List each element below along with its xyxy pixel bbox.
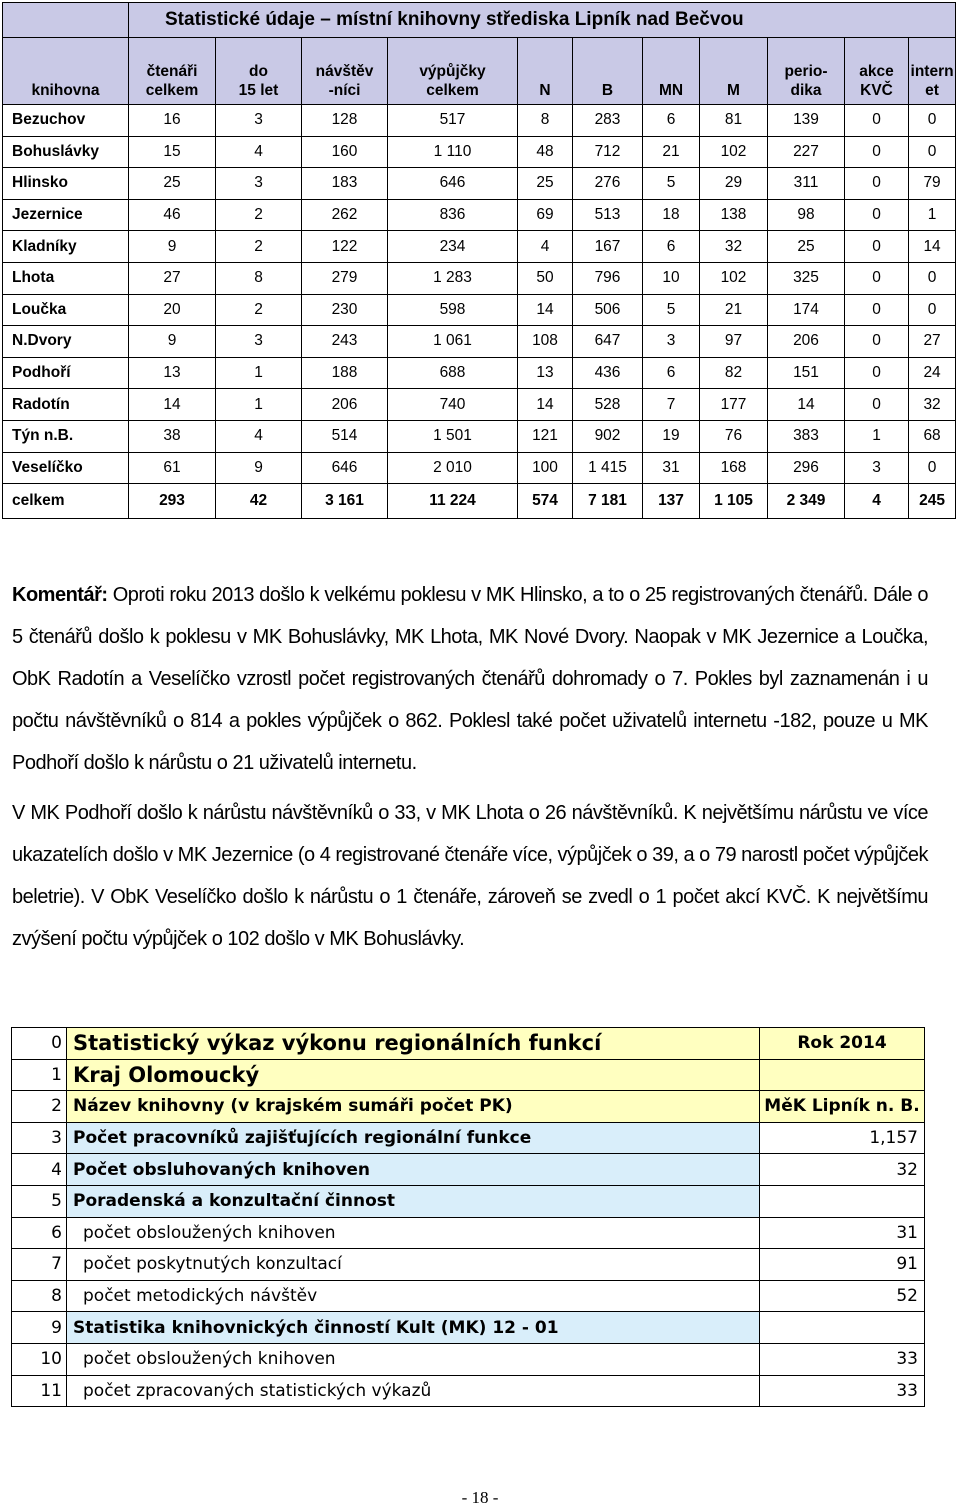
table-cell: 102 (700, 262, 768, 294)
library-name: N.Dvory (3, 326, 129, 358)
table-cell: 647 (573, 326, 643, 358)
row-number: 11 (12, 1375, 67, 1407)
table-cell: 0 (845, 389, 909, 421)
table-cell: 183 (302, 168, 388, 200)
table-row (3, 231, 956, 263)
table-row (3, 420, 956, 452)
table-cell: 1 415 (573, 452, 643, 484)
column-header-line: N (539, 82, 551, 99)
table-cell: 0 (909, 136, 956, 168)
table-total-row (3, 484, 956, 519)
row-label: počet poskytnutých konzultací (67, 1249, 760, 1281)
table-cell: 514 (302, 420, 388, 452)
table-cell: 513 (573, 199, 643, 231)
table-cell: 27 (129, 262, 216, 294)
table-cell: 0 (845, 136, 909, 168)
table-cell: 46 (129, 199, 216, 231)
table-cell: 230 (302, 294, 388, 326)
total-cell: 11 224 (388, 484, 518, 519)
table-row (12, 1091, 925, 1123)
column-header-line: intern (910, 63, 954, 80)
table-cell: 48 (518, 136, 573, 168)
table-row (3, 199, 956, 231)
library-name: Týn n.B. (3, 420, 129, 452)
table-row (12, 1343, 925, 1375)
table-cell: 206 (768, 326, 845, 358)
table-cell: 688 (388, 357, 518, 389)
table-row (3, 294, 956, 326)
table-cell: 3 (216, 326, 302, 358)
table-cell: 646 (302, 452, 388, 484)
row-number: 6 (12, 1217, 67, 1249)
table-cell: 0 (845, 231, 909, 263)
table-cell: 227 (768, 136, 845, 168)
column-header (388, 38, 518, 105)
table-cell: 2 (216, 294, 302, 326)
table-header-row (3, 38, 956, 105)
column-header-line: do (249, 63, 268, 80)
column-header (643, 38, 700, 105)
column-header-line: -níci (328, 82, 361, 99)
table-row (3, 357, 956, 389)
table-cell: 13 (129, 357, 216, 389)
table-cell: 506 (573, 294, 643, 326)
table-cell: 188 (302, 357, 388, 389)
table-cell: 5 (643, 294, 700, 326)
library-name: Veselíčko (3, 452, 129, 484)
table-cell: 0 (845, 326, 909, 358)
row-number: 10 (12, 1343, 67, 1375)
table-cell: 4 (518, 231, 573, 263)
table-row (12, 1154, 925, 1186)
row-value: 33 (760, 1375, 925, 1407)
table-cell: 1 (909, 199, 956, 231)
total-cell: 3 161 (302, 484, 388, 519)
row-label: Statistika knihovnických činností Kult (MK) 12 - 01 (67, 1312, 760, 1344)
column-header (216, 38, 302, 105)
table-cell: 14 (129, 389, 216, 421)
table-cell: 29 (700, 168, 768, 200)
table-cell: 177 (700, 389, 768, 421)
row-value: 1,157 (760, 1122, 925, 1154)
library-name: Radotín (3, 389, 129, 421)
row-label: Počet pracovníků zajišťujících regionální funkce (67, 1122, 760, 1154)
library-name: Bezuchov (3, 105, 129, 137)
column-header-line: celkem (426, 82, 479, 99)
row-value (760, 1059, 925, 1091)
table-cell: 82 (700, 357, 768, 389)
table-cell: 1 061 (388, 326, 518, 358)
column-header-line: výpůjčky (419, 63, 486, 80)
table-row (12, 1249, 925, 1281)
total-cell: 245 (909, 484, 956, 519)
table-cell: 20 (129, 294, 216, 326)
table-cell: 0 (845, 357, 909, 389)
table-cell: 2 (216, 199, 302, 231)
table-cell: 138 (700, 199, 768, 231)
table-row (3, 105, 956, 137)
library-name: Podhoří (3, 357, 129, 389)
table-cell: 81 (700, 105, 768, 137)
row-value: Rok 2014 (760, 1028, 925, 1060)
column-header-line: akce (859, 63, 894, 80)
table-cell: 102 (700, 136, 768, 168)
table-title: Statistické údaje – místní knihovny střediska Lipník nad Bečvou (129, 3, 956, 38)
row-label: Počet obsluhovaných knihoven (67, 1154, 760, 1186)
comment-label: Komentář: (12, 584, 108, 606)
table-cell: 3 (216, 105, 302, 137)
library-name: Lhota (3, 262, 129, 294)
column-header (845, 38, 909, 105)
row-value: 52 (760, 1280, 925, 1312)
table-cell: 61 (129, 452, 216, 484)
regional-functions-table (11, 1027, 925, 1407)
table-cell: 2 010 (388, 452, 518, 484)
table-cell: 9 (129, 231, 216, 263)
row-label: počet zpracovaných statistických výkazů (67, 1375, 760, 1407)
library-name: Bohuslávky (3, 136, 129, 168)
table-cell: 14 (518, 294, 573, 326)
comment-paragraph-1 (12, 574, 928, 784)
column-header (3, 38, 129, 105)
total-cell: 42 (216, 484, 302, 519)
table-cell: 13 (518, 357, 573, 389)
table-cell: 128 (302, 105, 388, 137)
table-cell: 108 (518, 326, 573, 358)
library-name: Hlinsko (3, 168, 129, 200)
column-header-line: 15 let (238, 82, 279, 99)
table-cell: 0 (845, 262, 909, 294)
comment-block (12, 574, 928, 960)
table-cell: 1 283 (388, 262, 518, 294)
table-cell: 16 (129, 105, 216, 137)
row-label: Název knihovny (v krajském sumáři počet PK) (67, 1091, 760, 1123)
column-header (909, 38, 956, 105)
row-label: Poradenská a konzultační činnost (67, 1185, 760, 1217)
table-row (12, 1028, 925, 1060)
table-cell: 902 (573, 420, 643, 452)
table-cell: 234 (388, 231, 518, 263)
row-label: počet obsloužených knihoven (67, 1343, 760, 1375)
table-cell: 0 (909, 262, 956, 294)
table-cell: 0 (845, 199, 909, 231)
table-cell: 1 110 (388, 136, 518, 168)
row-number: 0 (12, 1028, 67, 1060)
table-cell: 50 (518, 262, 573, 294)
table-cell: 98 (768, 199, 845, 231)
table-cell: 0 (845, 168, 909, 200)
table-cell: 517 (388, 105, 518, 137)
row-value (760, 1312, 925, 1344)
table-row (12, 1375, 925, 1407)
table-cell: 283 (573, 105, 643, 137)
column-header-line: knihovna (31, 82, 100, 99)
column-header-line: et (925, 82, 939, 99)
table-cell: 528 (573, 389, 643, 421)
table-cell: 122 (302, 231, 388, 263)
row-value: 32 (760, 1154, 925, 1186)
table-cell: 383 (768, 420, 845, 452)
table-cell: 0 (909, 105, 956, 137)
title-spacer (3, 3, 129, 38)
table-cell: 18 (643, 199, 700, 231)
table-cell: 7 (643, 389, 700, 421)
table-cell: 32 (909, 389, 956, 421)
row-label: Statistický výkaz výkonu regionálních funkcí (67, 1028, 760, 1060)
table-cell: 174 (768, 294, 845, 326)
row-number: 1 (12, 1059, 67, 1091)
column-header-line: perio- (784, 63, 828, 80)
table-row (12, 1122, 925, 1154)
table-cell: 0 (909, 294, 956, 326)
table-cell: 2 (216, 231, 302, 263)
table-cell: 1 (845, 420, 909, 452)
row-number: 5 (12, 1185, 67, 1217)
table-cell: 160 (302, 136, 388, 168)
table-cell: 796 (573, 262, 643, 294)
table-row (3, 389, 956, 421)
table-cell: 167 (573, 231, 643, 263)
table-cell: 9 (216, 452, 302, 484)
column-header (700, 38, 768, 105)
table-cell: 168 (700, 452, 768, 484)
table-cell: 38 (129, 420, 216, 452)
column-header-line: KVČ (860, 82, 893, 99)
library-name: Loučka (3, 294, 129, 326)
table-cell: 4 (216, 136, 302, 168)
table-cell: 4 (216, 420, 302, 452)
total-label: celkem (3, 484, 129, 519)
row-value: MěK Lipník n. B. (760, 1091, 925, 1123)
table-cell: 0 (909, 452, 956, 484)
table-cell: 21 (700, 294, 768, 326)
total-cell: 293 (129, 484, 216, 519)
table-row (12, 1312, 925, 1344)
table-cell: 740 (388, 389, 518, 421)
table-cell: 836 (388, 199, 518, 231)
table-row (3, 168, 956, 200)
row-value: 33 (760, 1343, 925, 1375)
column-header-line: dika (790, 82, 822, 99)
row-number: 3 (12, 1122, 67, 1154)
table-cell: 598 (388, 294, 518, 326)
row-label: počet obsloužených knihoven (67, 1217, 760, 1249)
comment-text-1: Oproti roku 2013 došlo k velkému poklesu v MK Hlinsko, a to o 25 registrovaných čtenářů. Dále o 5 čtenářů došlo k poklesu v MK Bohuslávky, MK Lhota, MK Nové Dvory. Naopak v MK Jezernice a Loučka, ObK Radotín a Veselíčko vzrostl počet registrovaných čtenářů dohromady o 7. Pokles byl zaznamenán i u počtu návštěvníků o 814 a pokles výpůjček o 862. Poklesl také počet uživatelů internetu -182, pouze u MK Podhoří došlo k nárůstu o 21 uživatelů internetu. (12, 584, 928, 774)
row-number: 4 (12, 1154, 67, 1186)
table-cell: 19 (643, 420, 700, 452)
table-cell: 6 (643, 105, 700, 137)
table-row (12, 1185, 925, 1217)
table-cell: 27 (909, 326, 956, 358)
page-number: - 18 - (461, 1488, 499, 1507)
table-cell: 25 (129, 168, 216, 200)
row-number: 9 (12, 1312, 67, 1344)
library-stats-table (2, 2, 956, 519)
table-cell: 79 (909, 168, 956, 200)
table-cell: 139 (768, 105, 845, 137)
row-value: 91 (760, 1249, 925, 1281)
comment-paragraph-2: V MK Podhoří došlo k nárůstu návštěvníků o 33, v MK Lhota o 26 návštěvníků. K největšímu nárůstu ve více ukazatelích došlo v MK Jezernice (o 4 registrované čtenáře více, výpůjček o 39, a o 79 narostl počet výpůjček beletrie). V ObK Veselíčko došlo k nárůstu o 1 čtenáře, zároveň se zvedl o 1 počet akcí KVČ. K největšímu zvýšení počtu výpůjček o 102 došlo v MK Bohuslávky. (12, 802, 929, 950)
row-label: počet metodických návštěv (67, 1280, 760, 1312)
column-header-line: M (727, 82, 740, 99)
table-cell: 25 (768, 231, 845, 263)
library-name: Kladníky (3, 231, 129, 263)
table-cell: 0 (845, 294, 909, 326)
table-cell: 5 (643, 168, 700, 200)
library-name: Jezernice (3, 199, 129, 231)
total-cell: 574 (518, 484, 573, 519)
table-cell: 712 (573, 136, 643, 168)
column-header-line: MN (658, 82, 684, 99)
table-cell: 9 (129, 326, 216, 358)
column-header-line: B (601, 82, 614, 99)
column-header-line: návštěv (315, 63, 374, 80)
total-cell: 1 105 (700, 484, 768, 519)
column-header-line: čtenáři (146, 63, 198, 80)
table-cell: 14 (768, 389, 845, 421)
table-cell: 206 (302, 389, 388, 421)
table-cell: 646 (388, 168, 518, 200)
table-cell: 68 (909, 420, 956, 452)
table-cell: 10 (643, 262, 700, 294)
row-number: 7 (12, 1249, 67, 1281)
table-row (3, 262, 956, 294)
table-cell: 296 (768, 452, 845, 484)
table-row (12, 1059, 925, 1091)
column-header (573, 38, 643, 105)
table-cell: 262 (302, 199, 388, 231)
total-cell: 137 (643, 484, 700, 519)
table-cell: 15 (129, 136, 216, 168)
table-cell: 6 (643, 231, 700, 263)
column-header (302, 38, 388, 105)
table-cell: 1 501 (388, 420, 518, 452)
column-header (768, 38, 845, 105)
total-cell: 7 181 (573, 484, 643, 519)
table-cell: 3 (643, 326, 700, 358)
column-header (518, 38, 573, 105)
row-number: 2 (12, 1091, 67, 1123)
total-cell: 2 349 (768, 484, 845, 519)
table-cell: 76 (700, 420, 768, 452)
table-cell: 69 (518, 199, 573, 231)
table-cell: 243 (302, 326, 388, 358)
table-cell: 0 (845, 105, 909, 137)
table-cell: 14 (518, 389, 573, 421)
table-cell: 276 (573, 168, 643, 200)
row-label: Kraj Olomoucký (67, 1059, 760, 1091)
table-cell: 1 (216, 389, 302, 421)
table-cell: 100 (518, 452, 573, 484)
total-cell: 4 (845, 484, 909, 519)
table-row (12, 1280, 925, 1312)
table-row (12, 1217, 925, 1249)
table-cell: 325 (768, 262, 845, 294)
column-header-line: celkem (145, 82, 199, 99)
table-row (3, 326, 956, 358)
row-value (760, 1185, 925, 1217)
table-cell: 6 (643, 357, 700, 389)
table-cell: 21 (643, 136, 700, 168)
table-cell: 279 (302, 262, 388, 294)
row-value: 31 (760, 1217, 925, 1249)
table-cell: 14 (909, 231, 956, 263)
table-cell: 3 (216, 168, 302, 200)
table-cell: 8 (518, 105, 573, 137)
table-cell: 24 (909, 357, 956, 389)
table-row (3, 136, 956, 168)
table-cell: 8 (216, 262, 302, 294)
table-cell: 97 (700, 326, 768, 358)
table-cell: 121 (518, 420, 573, 452)
table-row (3, 452, 956, 484)
table-cell: 32 (700, 231, 768, 263)
table-cell: 25 (518, 168, 573, 200)
table-cell: 3 (845, 452, 909, 484)
column-header (129, 38, 216, 105)
table-cell: 436 (573, 357, 643, 389)
table-cell: 151 (768, 357, 845, 389)
row-number: 8 (12, 1280, 67, 1312)
table-cell: 31 (643, 452, 700, 484)
table-cell: 1 (216, 357, 302, 389)
table-title-row (3, 3, 956, 38)
table-cell: 311 (768, 168, 845, 200)
